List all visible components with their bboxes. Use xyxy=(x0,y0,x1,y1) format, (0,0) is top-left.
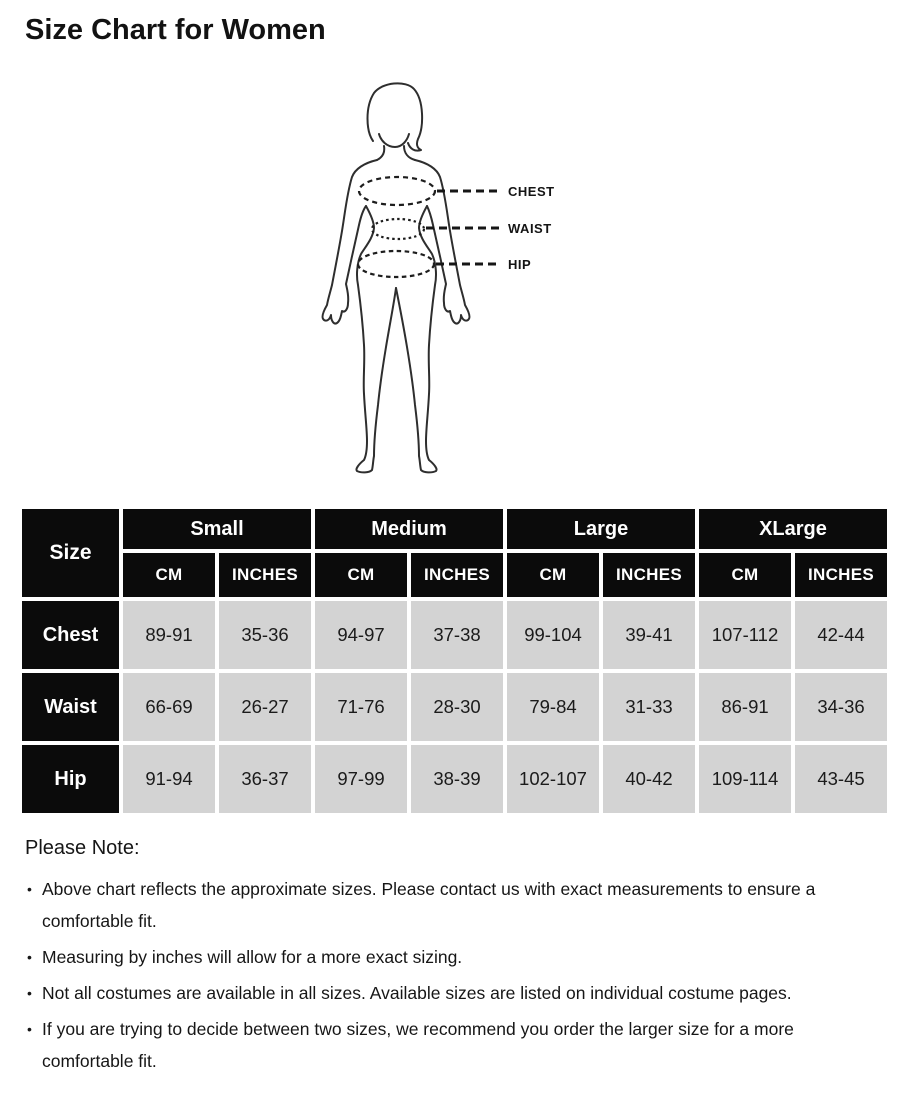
notes-heading: Please Note: xyxy=(25,837,140,859)
measurement-cell: 86-91 xyxy=(699,673,791,741)
measurement-cell: 40-42 xyxy=(603,745,695,813)
measurement-cell: 37-38 xyxy=(411,601,503,669)
unit-header-cm: CM xyxy=(507,553,599,597)
row-label-waist: Waist xyxy=(22,673,119,741)
table-row-hip xyxy=(22,745,887,813)
left-torso-leg-outline xyxy=(356,206,396,472)
neck-left-line xyxy=(377,146,384,160)
table-row-waist xyxy=(22,673,887,741)
measurement-cell: 89-91 xyxy=(123,601,215,669)
group-header-large: Large xyxy=(507,509,695,549)
unit-header-cm: CM xyxy=(699,553,791,597)
size-chart-table xyxy=(18,505,891,817)
unit-header-inches: INCHES xyxy=(219,553,311,597)
measurement-cell: 34-36 xyxy=(795,673,887,741)
size-group-header-row xyxy=(22,509,887,549)
measurement-cell: 35-36 xyxy=(219,601,311,669)
hip-ellipse xyxy=(358,251,434,277)
measurement-cell: 38-39 xyxy=(411,745,503,813)
measurement-cell: 66-69 xyxy=(123,673,215,741)
neck-right-line xyxy=(404,146,415,160)
size-corner-header: Size xyxy=(22,509,119,597)
measurement-cell: 71-76 xyxy=(315,673,407,741)
waist-label: WAIST xyxy=(508,221,552,236)
page-title: Size Chart for Women xyxy=(25,14,326,46)
table-row-chest xyxy=(22,601,887,669)
measurement-cell: 97-99 xyxy=(315,745,407,813)
measurement-cell: 31-33 xyxy=(603,673,695,741)
right-leg-torso-outline xyxy=(396,206,437,472)
group-header-small: Small xyxy=(123,509,311,549)
measurement-cell: 28-30 xyxy=(411,673,503,741)
measurement-cell: 79-84 xyxy=(507,673,599,741)
measurement-cell: 36-37 xyxy=(219,745,311,813)
measurement-cell: 99-104 xyxy=(507,601,599,669)
measurement-cell: 94-97 xyxy=(315,601,407,669)
unit-header-inches: INCHES xyxy=(603,553,695,597)
group-header-medium: Medium xyxy=(315,509,503,549)
measurement-cell: 109-114 xyxy=(699,745,791,813)
measurement-cell: 107-112 xyxy=(699,601,791,669)
unit-header-row xyxy=(22,553,887,597)
note-item: • Not all costumes are available in all sizes. Available sizes are listed on individual costume pages. xyxy=(25,977,857,1009)
measurement-cell: 91-94 xyxy=(123,745,215,813)
note-item: • Measuring by inches will allow for a more exact sizing. xyxy=(25,941,857,973)
unit-header-inches: INCHES xyxy=(411,553,503,597)
chest-label: CHEST xyxy=(508,184,555,199)
chest-ellipse xyxy=(359,177,435,205)
body-measurement-diagram xyxy=(300,79,620,489)
unit-header-cm: CM xyxy=(315,553,407,597)
unit-header-cm: CM xyxy=(123,553,215,597)
note-item: • Above chart reflects the approximate sizes. Please contact us with exact measurements to ensure a comfortable fit. xyxy=(25,873,857,937)
measurement-cell: 26-27 xyxy=(219,673,311,741)
face-jaw-line xyxy=(379,134,409,147)
measurement-cell: 42-44 xyxy=(795,601,887,669)
row-label-chest: Chest xyxy=(22,601,119,669)
unit-header-inches: INCHES xyxy=(795,553,887,597)
notes-section xyxy=(25,837,857,1077)
measurement-cell: 43-45 xyxy=(795,745,887,813)
hip-label: HIP xyxy=(508,257,532,272)
row-label-hip: Hip xyxy=(22,745,119,813)
waist-ellipse xyxy=(372,219,424,239)
measurement-cell: 39-41 xyxy=(603,601,695,669)
note-item: • If you are trying to decide between two sizes, we recommend you order the larger size for a more comfortable fit. xyxy=(25,1013,857,1077)
group-header-xlarge: XLarge xyxy=(699,509,887,549)
measurement-cell: 102-107 xyxy=(507,745,599,813)
hair-outline xyxy=(368,83,423,150)
woman-outline-figure xyxy=(300,79,620,489)
